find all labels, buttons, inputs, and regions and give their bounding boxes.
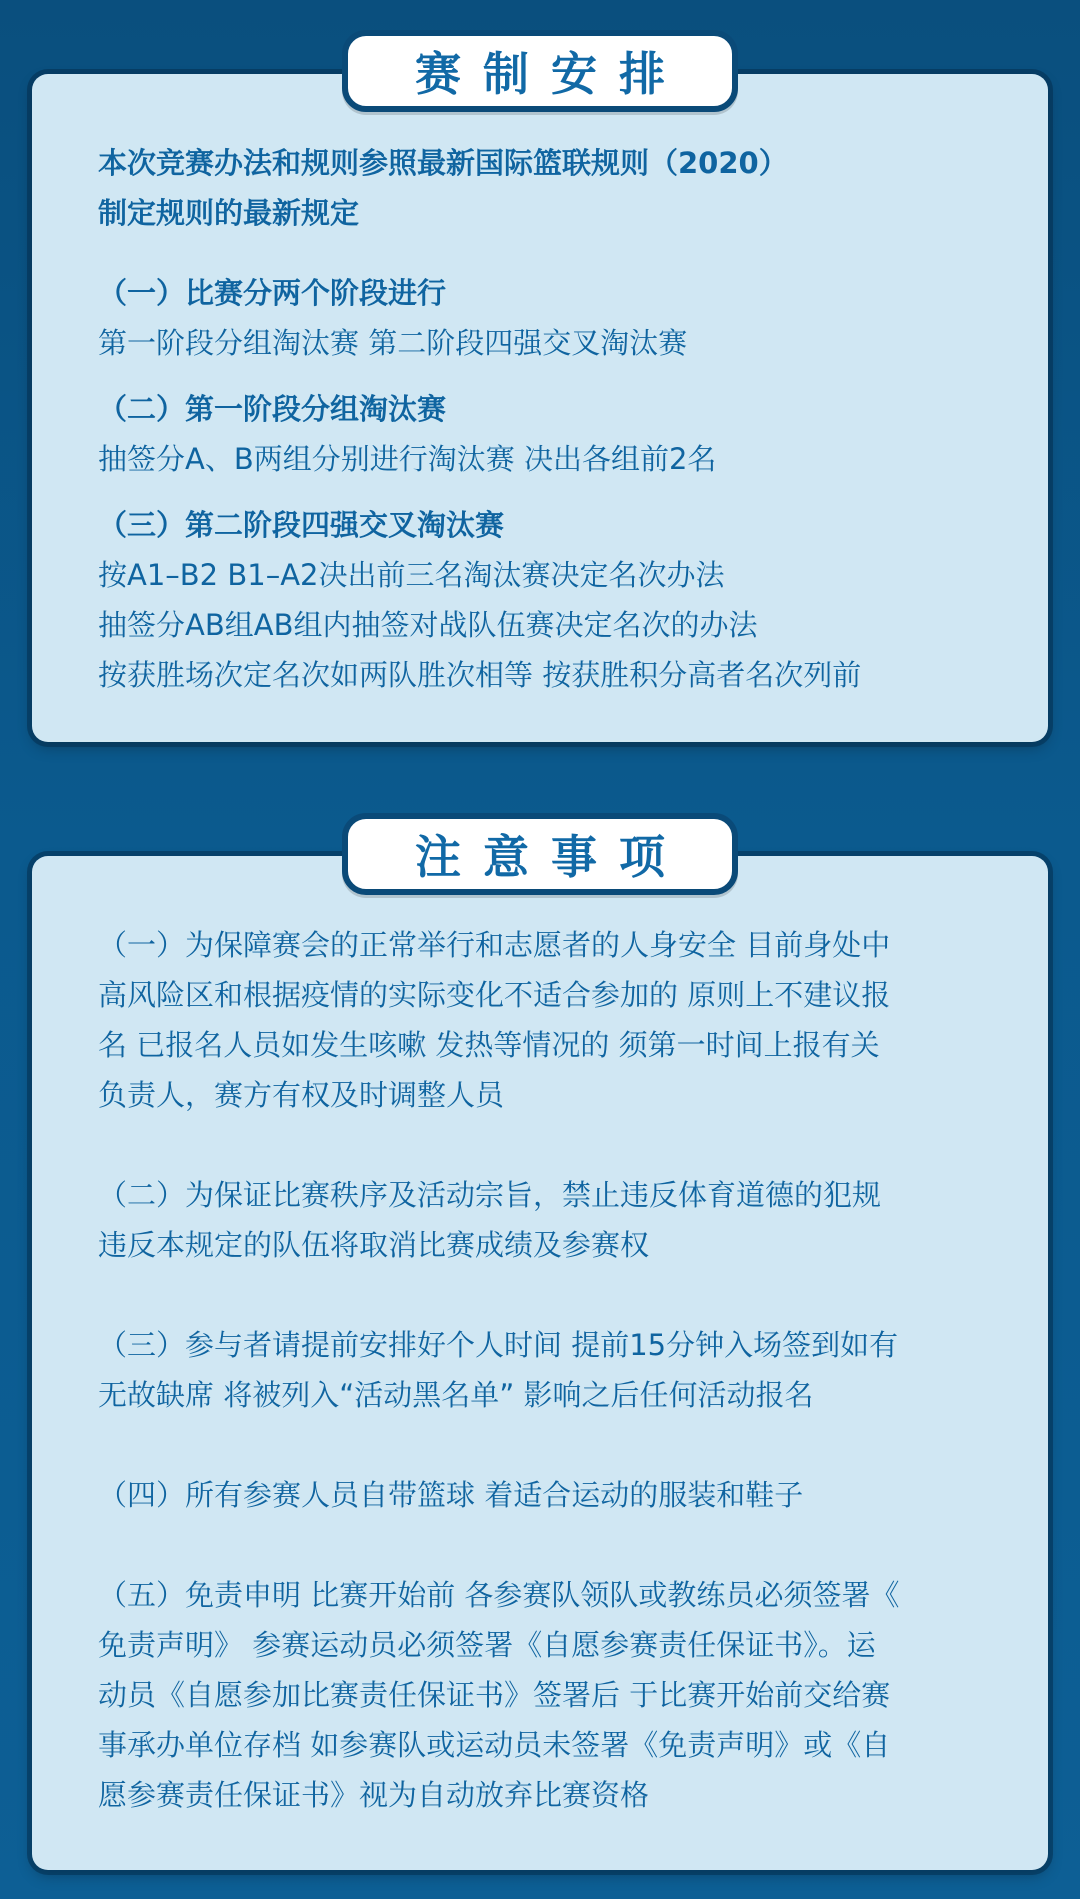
section-line: 抽签分A、B两组分别进行淘汰赛 决出各组前2名 [98,442,717,476]
section-line: 按获胜场次定名次如两队胜次相等 按获胜积分高者名次列前 [98,658,862,692]
note-line: 无故缺席 将被列入“活动黑名单” 影响之后任何活动报名 [98,1378,814,1412]
note-item-5 [98,1570,1010,1820]
note-line: 事承办单位存档 如参赛队或运动员未签署《免责声明》或《自 [98,1728,891,1762]
note-item-2 [98,1170,1010,1270]
section-heading: （三）第二阶段四强交叉淘汰赛 [98,508,505,542]
notes-title: 注意事项 [415,830,687,884]
note-line: 高风险区和根据疫情的实际变化不适合参加的 原则上不建议报 [98,978,891,1012]
schedule-content [98,138,1010,700]
note-line: （一）为保障赛会的正常举行和志愿者的人身安全 目前身处中 [98,928,891,962]
note-line: 名 已报名人员如发生咳嗽 发热等情况的 须第一时间上报有关 [98,1028,880,1062]
note-item-1 [98,920,1010,1120]
section-heading: （二）第一阶段分组淘汰赛 [98,392,447,426]
notes-title-tab [342,813,738,895]
schedule-title: 赛制安排 [415,47,687,101]
note-item-3 [98,1320,1010,1420]
schedule-intro-line: 本次竞赛办法和规则参照最新国际篮联规则（2020） [98,146,788,180]
note-line: （四）所有参赛人员自带篮球 着适合运动的服装和鞋子 [98,1478,804,1512]
section-line: 抽签分AB组AB组内抽签对战队伍赛决定名次的办法 [98,608,758,642]
schedule-section-1 [98,268,1010,368]
schedule-section-3 [98,500,1010,700]
note-line: 动员《自愿参加比赛责任保证书》签署后 于比赛开始前交给赛 [98,1678,891,1712]
section-line: 按A1–B2 B1–A2决出前三名淘汰赛决定名次办法 [98,558,725,592]
note-item-4 [98,1470,1010,1520]
schedule-section-2 [98,384,1010,484]
note-line: 违反本规定的队伍将取消比赛成绩及参赛权 [98,1228,650,1262]
schedule-intro-line: 制定规则的最新规定 [98,196,360,230]
note-line: 愿参赛责任保证书》视为自动放弃比赛资格 [98,1778,650,1812]
notes-content [98,920,1010,1870]
note-line: （三）参与者请提前安排好个人时间 提前15分钟入场签到如有 [98,1328,899,1362]
note-line: （二）为保证比赛秩序及活动宗旨，禁止违反体育道德的犯规 [98,1178,882,1212]
note-line: 负责人，赛方有权及时调整人员 [98,1078,505,1112]
section-line: 第一阶段分组淘汰赛 第二阶段四强交叉淘汰赛 [98,326,688,360]
schedule-title-tab [342,30,738,112]
note-line: 免责声明》 参赛运动员必须签署《自愿参赛责任保证书》。运 [98,1628,876,1662]
section-heading: （一）比赛分两个阶段进行 [98,276,447,310]
note-line: （五）免责申明 比赛开始前 各参赛队领队或教练员必须签署《 [98,1578,900,1612]
